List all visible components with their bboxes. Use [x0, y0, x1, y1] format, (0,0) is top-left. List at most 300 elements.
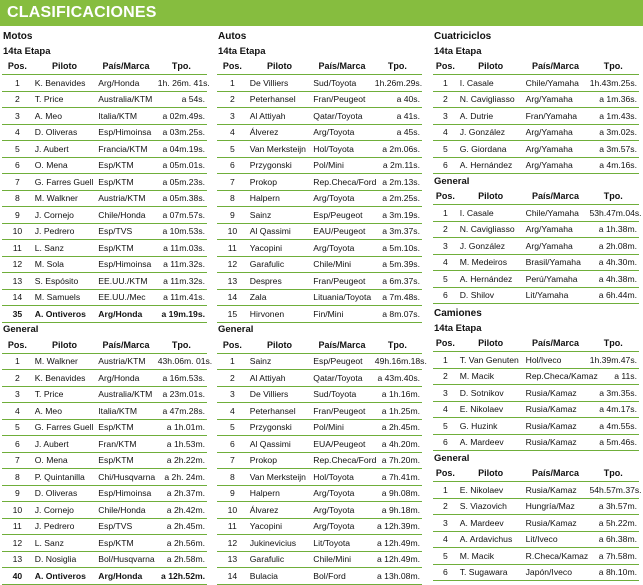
header-piloto: Piloto — [458, 336, 524, 352]
cell-tpo: a 40s. — [373, 91, 422, 108]
table-row — [433, 124, 639, 141]
cell-pais: Arg/Honda — [96, 306, 155, 323]
cell-pais: Perú/Yamaha — [524, 271, 588, 288]
cell-piloto: Van Merksteijn — [248, 469, 312, 486]
cell-piloto: J. Cornejo — [33, 502, 97, 519]
cell-tpo: a 6m.37s. — [373, 273, 422, 290]
table-row — [217, 207, 422, 224]
cell-pos: 4 — [433, 531, 458, 548]
cell-pos: 9 — [2, 207, 33, 224]
header-pos: Pos. — [217, 337, 248, 353]
banner-title: CLASIFICACIONES — [7, 4, 157, 21]
table-header — [217, 59, 422, 75]
cell-tpo: a 11m.03s. — [156, 240, 207, 257]
table-row — [217, 306, 422, 323]
cell-tpo: a 8h.10m. — [587, 564, 639, 581]
cell-pos: 4 — [433, 254, 458, 271]
cell-pos: 1 — [433, 352, 458, 369]
cell-piloto: T. Price — [33, 386, 97, 403]
cell-piloto: Al Qassimi — [248, 436, 312, 453]
cell-piloto: Al Qassimi — [248, 223, 312, 240]
cell-pos: 1 — [433, 205, 458, 222]
header-piloto: Piloto — [248, 59, 312, 75]
table-row — [2, 419, 207, 436]
table-row — [2, 91, 207, 108]
table-header — [2, 59, 207, 75]
cell-tpo: a 2m.13s. — [373, 174, 422, 191]
cell-tpo: a 2h.56m. — [156, 535, 207, 552]
section-title: General — [218, 324, 254, 336]
cell-pais: Rusia/Kamaz — [524, 482, 588, 499]
table-row — [217, 370, 422, 387]
cell-pos: 7 — [217, 174, 248, 191]
cell-piloto: G. Farres Guell — [33, 174, 97, 191]
cell-tpo: a 16m.53s. — [156, 370, 207, 387]
section-title: 14ta Etapa — [434, 45, 482, 57]
header-tpo: Tpo. — [156, 59, 207, 75]
table-row — [217, 353, 422, 370]
cell-piloto: Yacopini — [248, 518, 312, 535]
section-title: General — [434, 175, 470, 187]
header-pais: País/Marca — [524, 466, 588, 482]
cell-tpo: a 3h.57m. — [587, 498, 639, 515]
cell-pos: 35 — [2, 306, 33, 323]
cell-piloto: K. Benavides — [33, 75, 97, 92]
table-row — [433, 385, 639, 402]
table-row — [433, 221, 639, 238]
table-row — [217, 256, 422, 273]
cell-piloto: M. Samuels — [33, 289, 97, 306]
cell-pos: 8 — [2, 190, 33, 207]
table-row — [2, 124, 207, 141]
cell-pais: Chile/Yamaha — [524, 75, 588, 92]
cell-tpo: a 12h.39m. — [373, 518, 422, 535]
cell-pais: Pol/Mini — [311, 157, 373, 174]
cell-pos: 4 — [2, 403, 33, 420]
cell-pos: 13 — [2, 273, 33, 290]
cell-pais: Fin/Mini — [311, 306, 373, 323]
cell-pais: Hol/Iveco — [524, 352, 588, 369]
cell-pais: Japón/Iveco — [524, 564, 588, 581]
cell-pos: 6 — [217, 436, 248, 453]
cell-piloto: D. Shilov — [458, 287, 524, 304]
cell-tpo: a 2h. 24m. — [156, 469, 207, 486]
cell-pais: Austria/KTM — [96, 353, 155, 370]
cell-pais: Esp/Himoinsa — [96, 256, 155, 273]
table-row — [217, 124, 422, 141]
table-row — [217, 502, 422, 519]
cell-tpo: a 10m.53s. — [156, 223, 207, 240]
header-piloto: Piloto — [33, 337, 97, 353]
cell-pos: 1 — [2, 353, 33, 370]
cell-piloto: J. Aubert — [33, 436, 97, 453]
cell-pais: Rep.Checa/Ford — [311, 452, 373, 469]
cell-pos: 2 — [433, 498, 458, 515]
cell-pos: 6 — [433, 564, 458, 581]
header-pais: País/Marca — [524, 189, 588, 205]
header-piloto: Piloto — [458, 466, 524, 482]
results-table — [433, 174, 642, 304]
cell-piloto: Garafulic — [248, 551, 312, 568]
cell-piloto: J. González — [458, 124, 524, 141]
cell-pais: Chile/Yamaha — [524, 205, 588, 222]
cell-pos: 12 — [217, 256, 248, 273]
cell-pais: R.Checa/Kamaz — [524, 548, 588, 565]
cell-piloto: E. Nikolaev — [458, 401, 524, 418]
cell-pos: 13 — [217, 273, 248, 290]
cell-piloto: Peterhansel — [248, 91, 312, 108]
cell-piloto: De Villiers — [248, 386, 312, 403]
cell-pais: Lituania/Toyota — [311, 289, 373, 306]
section-title: General — [434, 452, 470, 464]
table-row — [217, 452, 422, 469]
cell-pos: 4 — [217, 403, 248, 420]
category-title: Cuatriciclos — [434, 31, 492, 42]
cell-pais: Arg/Honda — [96, 568, 155, 585]
cell-piloto: J. González — [458, 238, 524, 255]
cell-piloto: A. Hernández — [458, 157, 524, 174]
table-row — [433, 157, 639, 174]
cell-tpo: a 43m.40s. — [373, 370, 422, 387]
cell-tpo: a 1h.01m. — [156, 419, 207, 436]
header-pos: Pos. — [2, 59, 33, 75]
cell-pais: Australia/KTM — [96, 386, 155, 403]
cell-piloto: M. Walkner — [33, 353, 97, 370]
table-row — [2, 306, 207, 323]
table-row — [433, 91, 639, 108]
table-header — [2, 337, 207, 353]
cell-piloto: D. Sotnikov — [458, 385, 524, 402]
cell-pais: Sud/Toyota — [311, 75, 373, 92]
table-row — [2, 502, 207, 519]
cell-pais: Bol/Ford — [311, 568, 373, 585]
cell-pos: 1 — [433, 482, 458, 499]
cell-pos: 8 — [217, 190, 248, 207]
table-row — [2, 256, 207, 273]
table-row — [2, 108, 207, 125]
cell-tpo: a 4m.55s. — [587, 418, 639, 435]
cell-piloto: Álverez — [248, 124, 312, 141]
cell-pos: 40 — [2, 568, 33, 585]
results-table — [2, 44, 210, 323]
cell-tpo: a 12h.52m. — [156, 568, 207, 585]
cell-piloto: L. Sanz — [33, 240, 97, 257]
header-pais: País/Marca — [524, 336, 588, 352]
cell-piloto: Prokop — [248, 174, 312, 191]
cell-pais: Hol/Toyota — [311, 469, 373, 486]
cell-tpo: a 4m.16s. — [587, 157, 639, 174]
header-piloto: Piloto — [458, 189, 524, 205]
cell-piloto: Przygonski — [248, 157, 312, 174]
cell-tpo: a 11m.41s. — [156, 289, 207, 306]
cell-tpo: 1h. 26m. 41s. — [156, 75, 207, 92]
cell-tpo: a 2h.22m. — [156, 452, 207, 469]
cell-pos: 5 — [217, 141, 248, 158]
cell-piloto: Al Attiyah — [248, 108, 312, 125]
results-table — [433, 451, 642, 581]
table-row — [433, 238, 639, 255]
table-row — [2, 436, 207, 453]
cell-pos: 3 — [433, 385, 458, 402]
cell-tpo: a 11m.32s. — [156, 273, 207, 290]
banner — [0, 0, 643, 26]
category-title: Autos — [218, 31, 247, 42]
cell-piloto: Prokop — [248, 452, 312, 469]
cell-pais: Chile/Honda — [96, 502, 155, 519]
cell-pais: Esp/Himoinsa — [96, 485, 155, 502]
cell-pos: 2 — [217, 91, 248, 108]
results-table — [217, 323, 427, 585]
cell-pais: Austria/KTM — [96, 190, 155, 207]
cell-pos: 4 — [2, 124, 33, 141]
table-row — [433, 75, 639, 92]
cell-tpo: 54h.57m.37s. — [587, 482, 639, 499]
cell-tpo: a 9h.08m. — [373, 485, 422, 502]
cell-piloto: Peterhansel — [248, 403, 312, 420]
cell-tpo: a 23m.01s. — [156, 386, 207, 403]
cell-pos: 3 — [433, 238, 458, 255]
cell-pos: 3 — [433, 515, 458, 532]
cell-tpo: a 4h.20m. — [373, 436, 422, 453]
cell-pais: Arg/Yamaha — [524, 238, 588, 255]
cell-tpo: a 11s. — [587, 368, 639, 385]
cell-tpo: a 07m.57s. — [156, 207, 207, 224]
cell-piloto: Sainz — [248, 353, 312, 370]
cell-tpo: a 04m.19s. — [156, 141, 207, 158]
cell-pos: 5 — [433, 271, 458, 288]
cell-pos: 6 — [2, 157, 33, 174]
table-row — [433, 515, 639, 532]
category-title: Motos — [3, 31, 33, 42]
cell-pais: Arg/Toyota — [311, 190, 373, 207]
cell-tpo: a 2m.06s. — [373, 141, 422, 158]
table-header — [433, 189, 639, 205]
cell-pais: Arg/Yamaha — [524, 141, 588, 158]
table-row — [2, 190, 207, 207]
cell-pos: 10 — [2, 223, 33, 240]
cell-tpo: a 4h.38m. — [587, 271, 639, 288]
cell-piloto: O. Mena — [33, 452, 97, 469]
cell-piloto: I. Casale — [458, 205, 524, 222]
cell-piloto: J. Pedrero — [33, 223, 97, 240]
cell-piloto: T. Van Genuten — [458, 352, 524, 369]
table-row — [433, 418, 639, 435]
header-tpo: Tpo. — [587, 466, 639, 482]
cell-pos: 3 — [2, 108, 33, 125]
cell-piloto: De Villiers — [248, 75, 312, 92]
cell-pos: 1 — [2, 75, 33, 92]
cell-tpo: a 2h.08m. — [587, 238, 639, 255]
table-row — [217, 223, 422, 240]
cell-tpo: a 6h.44m. — [587, 287, 639, 304]
cell-tpo: a 3m.19s. — [373, 207, 422, 224]
cell-pais: Lit/Toyota — [311, 535, 373, 552]
section-title: 14ta Etapa — [3, 45, 51, 57]
table-row — [2, 289, 207, 306]
header-piloto: Piloto — [33, 59, 97, 75]
cell-piloto: A. Meo — [33, 403, 97, 420]
table-row — [2, 469, 207, 486]
cell-pos: 15 — [217, 306, 248, 323]
cell-tpo: a 02m.49s. — [156, 108, 207, 125]
cell-piloto: M. Macik — [458, 368, 524, 385]
cell-piloto: Álvarez — [248, 502, 312, 519]
table-row — [217, 535, 422, 552]
section-title: 14ta Etapa — [434, 322, 482, 334]
table-row — [433, 271, 639, 288]
cell-pais: Hungría/Maz — [524, 498, 588, 515]
cell-pos: 2 — [433, 91, 458, 108]
cell-tpo: a 9h.18m. — [373, 502, 422, 519]
cell-piloto: D. Oliveras — [33, 124, 97, 141]
cell-pais: Chile/Mini — [311, 551, 373, 568]
cell-pais: Fran/Peugeot — [311, 403, 373, 420]
table-row — [433, 108, 639, 125]
cell-pais: Fran/Peugeot — [311, 273, 373, 290]
cell-pais: EE.UU./KTM — [96, 273, 155, 290]
cell-piloto: N. Cavigliasso — [458, 91, 524, 108]
cell-piloto: A. Mardeev — [458, 515, 524, 532]
cell-pos: 5 — [217, 419, 248, 436]
cell-pais: Arg/Toyota — [311, 124, 373, 141]
cell-piloto: D. Nosiglia — [33, 551, 97, 568]
table-row — [2, 207, 207, 224]
table-row — [217, 551, 422, 568]
header-pais: País/Marca — [311, 337, 373, 353]
cell-piloto: Hirvonen — [248, 306, 312, 323]
cell-tpo: a 8m.07s. — [373, 306, 422, 323]
cell-tpo: a 2h.42m. — [156, 502, 207, 519]
table-row — [2, 518, 207, 535]
cell-piloto: D. Oliveras — [33, 485, 97, 502]
column-autos — [217, 29, 427, 585]
cell-pos: 11 — [2, 518, 33, 535]
column-cuatriciclos-camiones — [433, 29, 642, 581]
cell-pos: 1 — [217, 75, 248, 92]
cell-pais: Rep.Checa/Kamaz — [524, 368, 588, 385]
cell-pos: 7 — [2, 174, 33, 191]
header-pos: Pos. — [433, 189, 458, 205]
cell-piloto: T. Sugawara — [458, 564, 524, 581]
cell-tpo: a 3m.57s. — [587, 141, 639, 158]
cell-pos: 9 — [217, 485, 248, 502]
table-row — [433, 205, 639, 222]
cell-piloto: K. Benavides — [33, 370, 97, 387]
cell-piloto: G. Giordana — [458, 141, 524, 158]
cell-piloto: J. Cornejo — [33, 207, 97, 224]
cell-piloto: Przygonski — [248, 419, 312, 436]
table-row — [217, 386, 422, 403]
cell-pais: Esp/TVS — [96, 518, 155, 535]
cell-piloto: J. Pedrero — [33, 518, 97, 535]
header-pos: Pos. — [433, 466, 458, 482]
cell-piloto: J. Aubert — [33, 141, 97, 158]
cell-pais: Esp/KTM — [96, 240, 155, 257]
table-row — [433, 141, 639, 158]
cell-pos: 6 — [433, 287, 458, 304]
cell-pais: Chile/Mini — [311, 256, 373, 273]
cell-pais: Rusia/Kamaz — [524, 515, 588, 532]
table-row — [2, 174, 207, 191]
cell-pais: Arg/Toyota — [311, 240, 373, 257]
cell-pais: Bol/Husqvarna — [96, 551, 155, 568]
cell-pos: 7 — [2, 452, 33, 469]
cell-tpo: a 4h.30m. — [587, 254, 639, 271]
table-row — [433, 401, 639, 418]
table-row — [2, 370, 207, 387]
cell-tpo: a 3m.37s. — [373, 223, 422, 240]
table-row — [217, 469, 422, 486]
table-header — [433, 336, 639, 352]
cell-pais: Esp/Peugeot — [311, 207, 373, 224]
cell-pais: Fran/KTM — [96, 436, 155, 453]
cell-tpo: a 05m.23s. — [156, 174, 207, 191]
cell-tpo: a 13h.08m. — [373, 568, 422, 585]
cell-pos: 12 — [2, 256, 33, 273]
cell-piloto: M. Medeiros — [458, 254, 524, 271]
cell-tpo: a 2h.58m. — [156, 551, 207, 568]
cell-piloto: P. Quintanilla — [33, 469, 97, 486]
cell-pos: 12 — [217, 535, 248, 552]
table-row — [2, 535, 207, 552]
cell-pais: Esp/Himoinsa — [96, 124, 155, 141]
table-row — [2, 568, 207, 585]
cell-piloto: T. Price — [33, 91, 97, 108]
cell-tpo: a 5h.22m. — [587, 515, 639, 532]
cell-tpo: a 12h.49m. — [373, 551, 422, 568]
table-row — [2, 223, 207, 240]
table-row — [2, 273, 207, 290]
cell-pais: Arg/Yamaha — [524, 157, 588, 174]
cell-tpo: a 7h.58m. — [587, 548, 639, 565]
column-motos — [2, 29, 213, 585]
cell-piloto: G. Huzink — [458, 418, 524, 435]
cell-tpo: a 45s. — [373, 124, 422, 141]
cell-pos: 5 — [2, 141, 33, 158]
cell-piloto: I. Casale — [458, 75, 524, 92]
cell-piloto: Jukinevicius — [248, 535, 312, 552]
header-pos: Pos. — [2, 337, 33, 353]
cell-pais: Esp/KTM — [96, 174, 155, 191]
header-pais: País/Marca — [96, 337, 155, 353]
cell-pos: 6 — [217, 157, 248, 174]
cell-pos: 2 — [433, 368, 458, 385]
section-title: 14ta Etapa — [218, 45, 266, 57]
cell-pais: Italia/KTM — [96, 108, 155, 125]
cell-pais: Sud/Toyota — [311, 386, 373, 403]
table-row — [433, 564, 639, 581]
cell-piloto: O. Mena — [33, 157, 97, 174]
cell-pos: 11 — [217, 240, 248, 257]
cell-pos: 11 — [2, 240, 33, 257]
header-pos: Pos. — [433, 336, 458, 352]
cell-tpo: a 41s. — [373, 108, 422, 125]
cell-pos: 3 — [2, 386, 33, 403]
cell-tpo: a 05m.38s. — [156, 190, 207, 207]
cell-pos: 5 — [433, 418, 458, 435]
cell-tpo: a 5m.10s. — [373, 240, 422, 257]
cell-piloto: Bulacia — [248, 568, 312, 585]
cell-tpo: 43h.06m. 01s. — [156, 353, 207, 370]
cell-piloto: Al Attiyah — [248, 370, 312, 387]
table-row — [217, 157, 422, 174]
cell-tpo: a 5m.39s. — [373, 256, 422, 273]
cell-pais: Hol/Toyota — [311, 141, 373, 158]
cell-pos: 3 — [433, 108, 458, 125]
table-row — [2, 240, 207, 257]
cell-piloto: S. Espósito — [33, 273, 97, 290]
header-pais: País/Marca — [96, 59, 155, 75]
